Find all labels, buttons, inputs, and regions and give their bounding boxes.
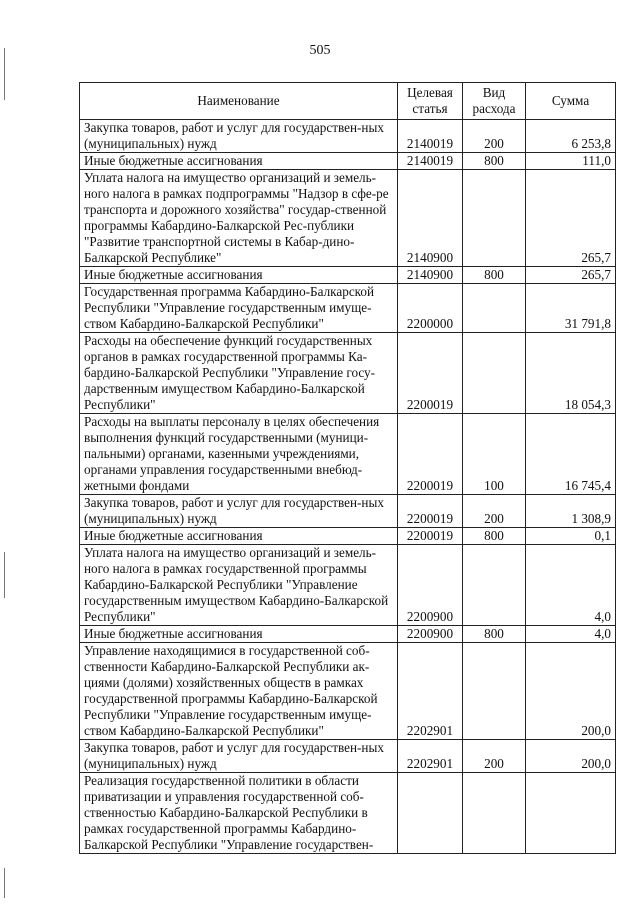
header-sum: Сумма [526, 83, 616, 120]
row-sum: 265,7 [526, 267, 616, 284]
row-sum: 0,1 [526, 528, 616, 545]
row-name: Закупка товаров, работ и услуг для государствен-ных (муниципальных) нужд [80, 495, 398, 528]
table-header-row [80, 83, 616, 120]
page-number: 505 [309, 43, 331, 58]
table-body [80, 120, 616, 854]
table-row [80, 284, 616, 333]
row-target-item: 2140019 [398, 153, 463, 170]
table-row [80, 267, 616, 284]
row-name: Управление находящимися в государственной соб-ственности Кабардино-Балкарской Республики ак-циями (долями) хозяйственных обществ в рамках государственной программы Кабардино-Балкарской Республики "Управление государственным имуще-ством Кабардино-Балкарской Республики" [80, 643, 398, 740]
scan-edge-line [4, 552, 5, 598]
table-row [80, 643, 616, 740]
row-name: Иные бюджетные ассигнования [80, 153, 398, 170]
row-target-item: 2200000 [398, 284, 463, 333]
row-target-item: 2200900 [398, 626, 463, 643]
row-target-item: 2140900 [398, 170, 463, 267]
row-sum: 6 253,8 [526, 120, 616, 153]
row-expense-type: 800 [463, 626, 526, 643]
row-expense-type [463, 643, 526, 740]
table-row [80, 528, 616, 545]
row-sum: 4,0 [526, 626, 616, 643]
budget-table [79, 82, 616, 854]
scan-edge-line [4, 868, 5, 898]
row-expense-type: 800 [463, 153, 526, 170]
table-row [80, 626, 616, 643]
row-expense-type: 800 [463, 267, 526, 284]
row-target-item: 2200019 [398, 333, 463, 414]
table-row [80, 740, 616, 773]
row-name: Иные бюджетные ассигнования [80, 626, 398, 643]
row-name: Уплата налога на имущество организаций и земель-ного налога в рамках подпрограммы "Надзор в сфе-ре транспорта и дорожного хозяйства" государ-ственной программы Кабардино-Балкарской Рес-публики "Развитие транспортной системы в Кабар-дино-Балкарской Республике" [80, 170, 398, 267]
row-target-item: 2140019 [398, 120, 463, 153]
row-expense-type [463, 773, 526, 854]
table-row [80, 170, 616, 267]
row-name: Закупка товаров, работ и услуг для государствен-ных (муниципальных) нужд [80, 740, 398, 773]
row-target-item: 2140900 [398, 267, 463, 284]
row-expense-type [463, 545, 526, 626]
table-row [80, 545, 616, 626]
row-name: Уплата налога на имущество организаций и земель-ного налога в рамках государственной программы Кабардино-Балкарской Республики "Управление государственным имуществом Кабардино-Балкарской Республики" [80, 545, 398, 626]
row-name: Иные бюджетные ассигнования [80, 267, 398, 284]
row-target-item: 2200019 [398, 414, 463, 495]
row-expense-type [463, 170, 526, 267]
row-expense-type: 100 [463, 414, 526, 495]
table-row [80, 495, 616, 528]
row-sum: 200,0 [526, 740, 616, 773]
header-name: Наименование [80, 83, 398, 120]
table-row [80, 153, 616, 170]
row-name: Закупка товаров, работ и услуг для государствен-ных (муниципальных) нужд [80, 120, 398, 153]
row-target-item: 2200900 [398, 545, 463, 626]
row-sum: 16 745,4 [526, 414, 616, 495]
row-sum: 111,0 [526, 153, 616, 170]
row-expense-type [463, 284, 526, 333]
row-sum: 265,7 [526, 170, 616, 267]
table-row [80, 414, 616, 495]
row-name: Иные бюджетные ассигнования [80, 528, 398, 545]
row-sum: 18 054,3 [526, 333, 616, 414]
row-sum: 200,0 [526, 643, 616, 740]
scan-edge-line [4, 48, 5, 100]
table-row [80, 120, 616, 153]
row-target-item: 2200019 [398, 495, 463, 528]
row-expense-type: 200 [463, 120, 526, 153]
row-name: Государственная программа Кабардино-Балкарской Республики "Управление государственным имуще-ством Кабардино-Балкарской Республики" [80, 284, 398, 333]
header-expense-type: Вид расхода [463, 83, 526, 120]
row-expense-type: 200 [463, 740, 526, 773]
row-name: Реализация государственной политики в области приватизации и управления государственной соб-ственностью Кабардино-Балкарской Республики в рамках государственной программы Кабардино-Балкарской Республики "Управление государствен- [80, 773, 398, 854]
row-name: Расходы на обеспечение функций государственных органов в рамках государственной программы Ка-бардино-Балкарской Республики "Управление госу-дарственным имуществом Кабардино-Балкарской Республики" [80, 333, 398, 414]
row-sum [526, 773, 616, 854]
row-expense-type [463, 333, 526, 414]
table-row [80, 773, 616, 854]
row-name: Расходы на выплаты персоналу в целях обеспечения выполнения функций государственными (муници-пальными) органами, казенными учреждениями, органами управления государственными внебюд-жетными фондами [80, 414, 398, 495]
row-target-item [398, 773, 463, 854]
row-expense-type: 800 [463, 528, 526, 545]
row-expense-type: 200 [463, 495, 526, 528]
row-target-item: 2202901 [398, 740, 463, 773]
header-target-item: Целевая статья [398, 83, 463, 120]
row-sum: 1 308,9 [526, 495, 616, 528]
row-target-item: 2200019 [398, 528, 463, 545]
row-sum: 4,0 [526, 545, 616, 626]
table-row [80, 333, 616, 414]
row-target-item: 2202901 [398, 643, 463, 740]
row-sum: 31 791,8 [526, 284, 616, 333]
